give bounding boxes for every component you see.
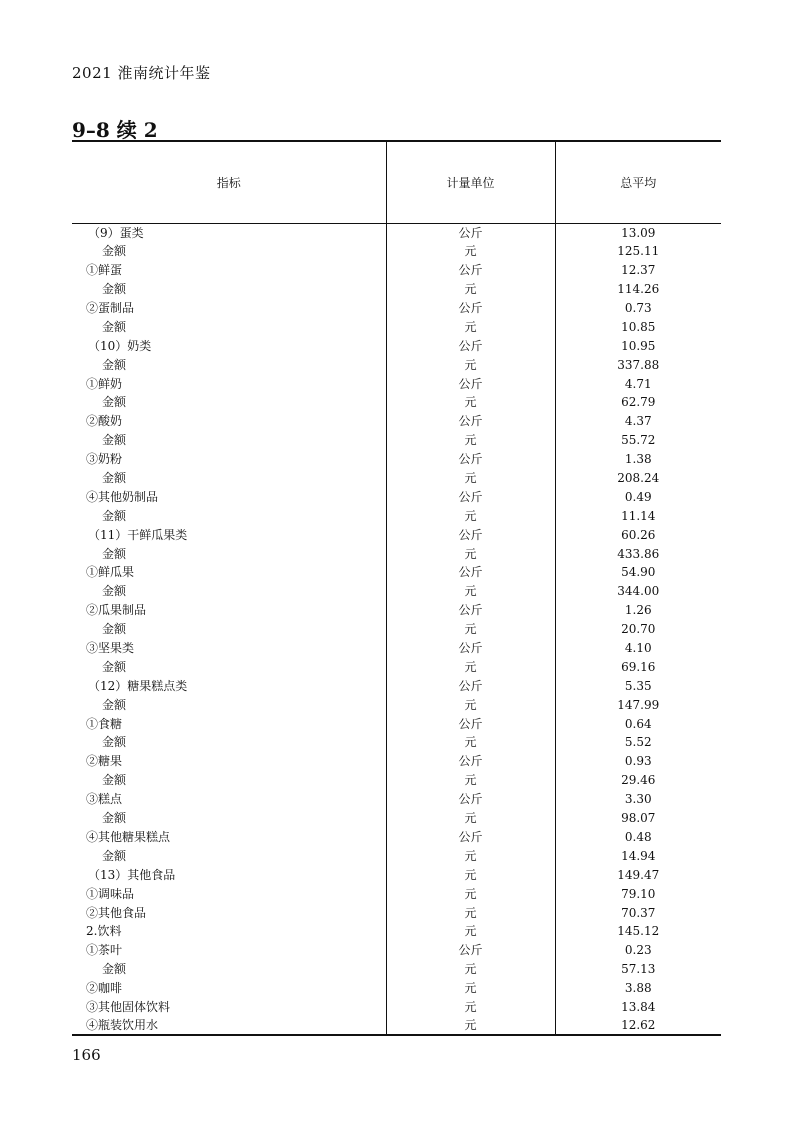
row-unit: 公斤 [386, 525, 555, 544]
table-row [72, 846, 721, 865]
row-indicator-name: 金额 [102, 244, 127, 259]
row-average-value: 0.49 [555, 487, 721, 506]
row-indicator-name: （10）奶类 [88, 338, 152, 353]
row-unit: 元 [386, 469, 555, 488]
row-average-value: 57.13 [555, 960, 721, 979]
row-unit: 元 [386, 922, 555, 941]
row-indicator-name: ①鲜蛋 [86, 263, 123, 278]
row-unit: 公斤 [386, 223, 555, 242]
row-average-value: 14.94 [555, 846, 721, 865]
table-row [72, 695, 721, 714]
row-indicator-name: 金额 [102, 395, 127, 410]
row-indicator-name: ③奶粉 [86, 452, 123, 467]
table-row [72, 714, 721, 733]
table-row [72, 563, 721, 582]
row-unit: 公斤 [386, 601, 555, 620]
row-unit: 公斤 [386, 374, 555, 393]
table-row [72, 676, 721, 695]
row-indicator-name: 金额 [102, 433, 127, 448]
table-row [72, 884, 721, 903]
table-row [72, 733, 721, 752]
row-average-value: 0.48 [555, 828, 721, 847]
page-number: 166 [72, 1046, 101, 1064]
row-average-value: 13.84 [555, 998, 721, 1017]
row-average-value: 70.37 [555, 903, 721, 922]
table-row [72, 620, 721, 639]
row-indicator-name: 金额 [102, 848, 127, 863]
row-unit: 公斤 [386, 828, 555, 847]
row-indicator-name: ③糕点 [86, 792, 123, 807]
table-row [72, 487, 721, 506]
row-unit: 元 [386, 733, 555, 752]
table-row [72, 960, 721, 979]
row-average-value: 5.52 [555, 733, 721, 752]
row-unit: 公斤 [386, 336, 555, 355]
row-unit: 公斤 [386, 487, 555, 506]
table-row [72, 601, 721, 620]
row-unit: 公斤 [386, 563, 555, 582]
row-unit: 元 [386, 998, 555, 1017]
row-indicator-name: 2.饮料 [86, 924, 122, 939]
row-average-value: 1.26 [555, 601, 721, 620]
row-indicator-name: 金额 [102, 659, 127, 674]
table-row [72, 809, 721, 828]
table-row [72, 771, 721, 790]
row-indicator-name: 金额 [102, 282, 127, 297]
table-row [72, 393, 721, 412]
row-average-value: 149.47 [555, 865, 721, 884]
row-indicator-name: ③其他固体饮料 [86, 999, 171, 1014]
row-indicator-name: 金额 [102, 622, 127, 637]
row-average-value: 60.26 [555, 525, 721, 544]
table-row [72, 752, 721, 771]
row-unit: 元 [386, 809, 555, 828]
row-unit: 公斤 [386, 299, 555, 318]
table-header [72, 141, 721, 223]
row-unit: 元 [386, 280, 555, 299]
row-average-value: 12.37 [555, 261, 721, 280]
table-row [72, 374, 721, 393]
row-unit: 公斤 [386, 752, 555, 771]
row-average-value: 20.70 [555, 620, 721, 639]
column-header-indicator: 指标 [72, 141, 386, 223]
row-unit: 公斤 [386, 412, 555, 431]
row-unit: 公斤 [386, 261, 555, 280]
table-header-row [72, 141, 721, 223]
table-title: 9–8 续 2 [72, 118, 158, 142]
row-unit: 元 [386, 431, 555, 450]
table-row [72, 828, 721, 847]
row-unit: 元 [386, 355, 555, 374]
row-indicator-name: 金额 [102, 471, 127, 486]
book-title: 2021 淮南统计年鉴 [72, 64, 211, 82]
row-average-value: 147.99 [555, 695, 721, 714]
row-indicator-name: ②蛋制品 [86, 301, 135, 315]
row-unit: 元 [386, 317, 555, 336]
row-indicator-name: 金额 [102, 697, 127, 712]
row-unit: 元 [386, 903, 555, 922]
row-unit: 公斤 [386, 714, 555, 733]
row-average-value: 3.30 [555, 790, 721, 809]
row-unit: 元 [386, 846, 555, 865]
row-average-value: 0.64 [555, 714, 721, 733]
table-row [72, 280, 721, 299]
row-unit: 元 [386, 506, 555, 525]
table-body [72, 223, 721, 1035]
row-average-value: 11.14 [555, 506, 721, 525]
row-indicator-name: ④其他糖果糕点 [86, 829, 171, 844]
table-row [72, 412, 721, 431]
table-row [72, 299, 721, 318]
row-unit: 元 [386, 242, 555, 261]
row-unit: 元 [386, 960, 555, 979]
row-unit: 公斤 [386, 450, 555, 469]
row-indicator-name: 金额 [102, 735, 127, 750]
row-indicator-name: 金额 [102, 584, 127, 599]
row-indicator-name: ③坚果类 [86, 641, 135, 656]
table-row [72, 941, 721, 960]
row-indicator-name: ①调味品 [86, 886, 135, 901]
row-indicator-name: ①鲜瓜果 [86, 565, 135, 580]
row-indicator-name: 金额 [102, 773, 127, 788]
table-row [72, 657, 721, 676]
row-unit: 元 [386, 544, 555, 563]
table-row [72, 506, 721, 525]
row-indicator-name: ①鲜奶 [86, 376, 123, 391]
table-row [72, 223, 721, 242]
row-unit: 公斤 [386, 941, 555, 960]
table-row [72, 998, 721, 1017]
column-header-average: 总平均 [555, 141, 721, 223]
row-indicator-name: 金额 [102, 357, 127, 372]
row-average-value: 62.79 [555, 393, 721, 412]
row-unit: 公斤 [386, 676, 555, 695]
table-row [72, 242, 721, 261]
table-row [72, 355, 721, 374]
row-unit: 元 [386, 393, 555, 412]
row-indicator-name: （9）蛋类 [88, 225, 144, 240]
table-row [72, 317, 721, 336]
row-unit: 元 [386, 865, 555, 884]
table-row [72, 979, 721, 998]
statistics-table-container [72, 140, 721, 1036]
row-average-value: 145.12 [555, 922, 721, 941]
row-indicator-name: 金额 [102, 319, 127, 334]
row-unit: 元 [386, 1016, 555, 1035]
row-indicator-name: （12）糖果糕点类 [88, 678, 188, 693]
row-indicator-name: ②糖果 [86, 754, 123, 769]
statistics-table [72, 140, 721, 1036]
row-indicator-name: （13）其他食品 [88, 867, 176, 882]
row-average-value: 98.07 [555, 809, 721, 828]
row-average-value: 10.95 [555, 336, 721, 355]
row-indicator-name: ②其他食品 [86, 905, 147, 920]
table-row [72, 790, 721, 809]
row-average-value: 0.23 [555, 941, 721, 960]
table-row [72, 261, 721, 280]
table-row [72, 544, 721, 563]
row-average-value: 4.37 [555, 412, 721, 431]
row-unit: 元 [386, 695, 555, 714]
row-average-value: 433.86 [555, 544, 721, 563]
row-average-value: 3.88 [555, 979, 721, 998]
row-average-value: 12.62 [555, 1016, 721, 1035]
table-row [72, 1016, 721, 1035]
row-average-value: 13.09 [555, 223, 721, 242]
row-average-value: 125.11 [555, 242, 721, 261]
row-unit: 元 [386, 771, 555, 790]
row-indicator-name: ②酸奶 [86, 414, 123, 429]
row-unit: 公斤 [386, 639, 555, 658]
table-row [72, 922, 721, 941]
row-indicator-name: 金额 [102, 546, 127, 561]
row-average-value: 114.26 [555, 280, 721, 299]
row-unit: 公斤 [386, 790, 555, 809]
row-average-value: 10.85 [555, 317, 721, 336]
row-indicator-name: ④瓶装饮用水 [72, 1016, 386, 1035]
row-average-value: 208.24 [555, 469, 721, 488]
row-average-value: 1.38 [555, 450, 721, 469]
row-indicator-name: ④其他奶制品 [86, 489, 159, 504]
row-average-value: 344.00 [555, 582, 721, 601]
row-unit: 元 [386, 657, 555, 676]
row-indicator-name: 金额 [102, 811, 127, 826]
row-average-value: 79.10 [555, 884, 721, 903]
column-header-unit: 计量单位 [386, 141, 555, 223]
row-unit: 元 [386, 979, 555, 998]
row-average-value: 69.16 [555, 657, 721, 676]
table-row [72, 431, 721, 450]
table-row [72, 469, 721, 488]
table-row [72, 903, 721, 922]
row-indicator-name: ②咖啡 [86, 981, 123, 996]
row-unit: 元 [386, 884, 555, 903]
table-row [72, 336, 721, 355]
row-indicator-name: ①茶叶 [86, 943, 123, 958]
row-average-value: 5.35 [555, 676, 721, 695]
table-row [72, 582, 721, 601]
row-unit: 元 [386, 582, 555, 601]
table-row [72, 639, 721, 658]
row-average-value: 29.46 [555, 771, 721, 790]
row-average-value: 4.71 [555, 374, 721, 393]
row-average-value: 337.88 [555, 355, 721, 374]
row-average-value: 54.90 [555, 563, 721, 582]
row-unit: 元 [386, 620, 555, 639]
table-row [72, 525, 721, 544]
row-average-value: 4.10 [555, 639, 721, 658]
row-indicator-name: 金额 [102, 962, 127, 977]
row-indicator-name: ②瓜果制品 [86, 603, 147, 618]
row-average-value: 55.72 [555, 431, 721, 450]
row-average-value: 0.73 [555, 299, 721, 318]
row-indicator-name: ①食糖 [86, 716, 123, 731]
row-indicator-name: 金额 [102, 508, 127, 523]
table-row [72, 865, 721, 884]
table-row [72, 450, 721, 469]
row-indicator-name: （11）干鲜瓜果类 [88, 527, 188, 542]
row-average-value: 0.93 [555, 752, 721, 771]
